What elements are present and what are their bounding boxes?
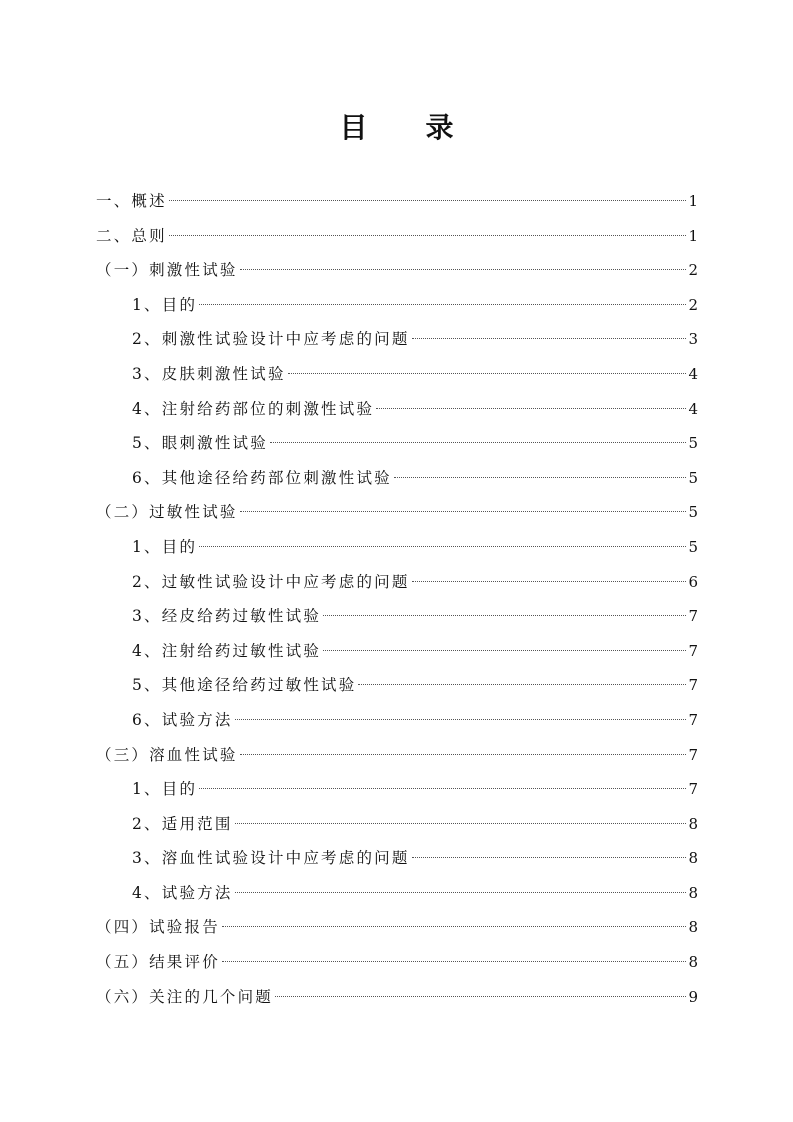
toc-entry-page-number: 5 [688,434,698,453]
toc-entry-label: 2、刺激性试验设计中应考虑的问题 [132,330,410,349]
toc-dot-leader [275,996,686,997]
toc-entry-page-number: 8 [688,814,698,833]
toc-dot-leader [199,788,686,789]
page-title [0,108,793,148]
toc-dot-leader [358,684,686,685]
toc-entry-page-number: 1 [688,192,698,210]
toc-entry[interactable] [96,599,698,634]
toc-dot-leader [412,581,687,582]
toc-entry[interactable] [96,841,698,876]
toc-dot-leader [288,373,687,374]
toc-dot-leader [270,442,686,443]
toc-entry-page-number: 7 [688,607,698,626]
toc-entry[interactable] [96,357,698,392]
toc-dot-leader [323,615,686,616]
toc-dot-leader [235,892,687,893]
toc-entry-label: （二）过敏性试验 [96,503,238,522]
toc-dot-leader [412,857,687,858]
toc-dot-leader [222,926,687,927]
toc-entry-page-number: 7 [688,745,698,764]
toc-entry[interactable] [96,668,698,703]
toc-dot-leader [240,269,687,270]
toc-entry-label: 6、其他途径给药部位刺激性试验 [132,468,392,487]
toc-dot-leader [199,304,686,305]
toc-entry[interactable] [96,392,698,427]
toc-entry-label: 1、目的 [132,780,198,799]
toc-entry-page-number: 9 [688,987,698,1006]
toc-entry-label: 1、目的 [132,537,198,556]
toc-entry-label: 4、试验方法 [132,883,233,902]
toc-entry[interactable] [96,876,698,911]
toc-entry-page-number: 8 [688,883,698,902]
toc-entry-page-number: 3 [688,330,698,349]
toc-entry-page-number: 1 [688,226,698,245]
toc-dot-leader [323,650,686,651]
toc-dot-leader [222,961,687,962]
toc-entry-page-number: 4 [688,364,698,383]
toc-entry-page-number: 8 [688,918,698,937]
toc-entry-label: 3、溶血性试验设计中应考虑的问题 [132,849,410,868]
toc-entry[interactable] [96,980,698,1015]
toc-entry[interactable] [96,910,698,945]
toc-entry[interactable] [96,288,698,323]
toc-entry[interactable] [96,634,698,669]
toc-entry[interactable] [96,253,698,288]
toc-entry-page-number: 7 [688,641,698,660]
toc-entry[interactable] [96,426,698,461]
toc-entry[interactable] [96,461,698,496]
toc-dot-leader [235,719,687,720]
toc-entry-page-number: 7 [688,780,698,799]
toc-entry[interactable] [96,219,698,254]
toc-entry-label: 5、其他途径给药过敏性试验 [132,676,357,695]
toc-entry-page-number: 4 [688,399,698,418]
toc-dot-leader [394,477,687,478]
toc-entry-page-number: 8 [688,953,698,972]
toc-entry-page-number: 5 [688,537,698,556]
toc-entry[interactable] [96,807,698,842]
toc-entry[interactable] [96,322,698,357]
toc-entry-label: 3、经皮给药过敏性试验 [132,607,322,626]
toc-entry-page-number: 5 [688,468,698,487]
toc-entry-label: 4、注射给药部位的刺激性试验 [132,399,375,418]
toc-dot-leader [240,511,687,512]
toc-dot-leader [235,823,687,824]
toc-entry[interactable] [96,495,698,530]
toc-entry[interactable] [96,565,698,600]
toc-entry[interactable] [96,738,698,773]
toc-entry-label: 1、目的 [132,295,198,314]
toc-entry-label: 6、试验方法 [132,710,233,729]
toc-entry-label: 3、皮肤刺激性试验 [132,364,286,383]
toc-entry-page-number: 7 [688,676,698,695]
toc-entry[interactable] [96,703,698,738]
toc-entry-page-number: 5 [688,503,698,522]
toc-entry[interactable] [96,184,698,219]
toc-entry-label: 一、概述 [96,192,167,210]
toc-entry-label: 2、过敏性试验设计中应考虑的问题 [132,572,410,591]
toc-dot-leader [199,546,686,547]
table-of-contents [96,184,698,1014]
toc-entry-label: 二、总则 [96,226,167,245]
toc-entry-label: 4、注射给药过敏性试验 [132,641,322,660]
toc-entry-page-number: 2 [688,295,698,314]
page-title-char-1: 目 [339,111,368,144]
toc-entry-label: 2、适用范围 [132,814,233,833]
toc-entry-label: 5、眼刺激性试验 [132,434,268,453]
toc-dot-leader [376,408,686,409]
toc-entry-label: （四）试验报告 [96,918,220,937]
toc-entry[interactable] [96,945,698,980]
toc-entry-page-number: 7 [688,710,698,729]
page-title-char-2: 录 [425,111,454,144]
toc-dot-leader [169,235,687,236]
toc-entry-label: （五）结果评价 [96,953,220,972]
toc-entry[interactable] [96,772,698,807]
toc-entry-label: （一）刺激性试验 [96,261,238,280]
toc-dot-leader [240,754,687,755]
toc-dot-leader [412,338,687,339]
toc-entry-page-number: 6 [688,572,698,591]
toc-dot-leader [169,200,687,201]
toc-entry-page-number: 2 [688,261,698,280]
toc-entry[interactable] [96,530,698,565]
toc-entry-page-number: 8 [688,849,698,868]
toc-entry-label: （三）溶血性试验 [96,745,238,764]
toc-entry-label: （六）关注的几个问题 [96,987,274,1006]
